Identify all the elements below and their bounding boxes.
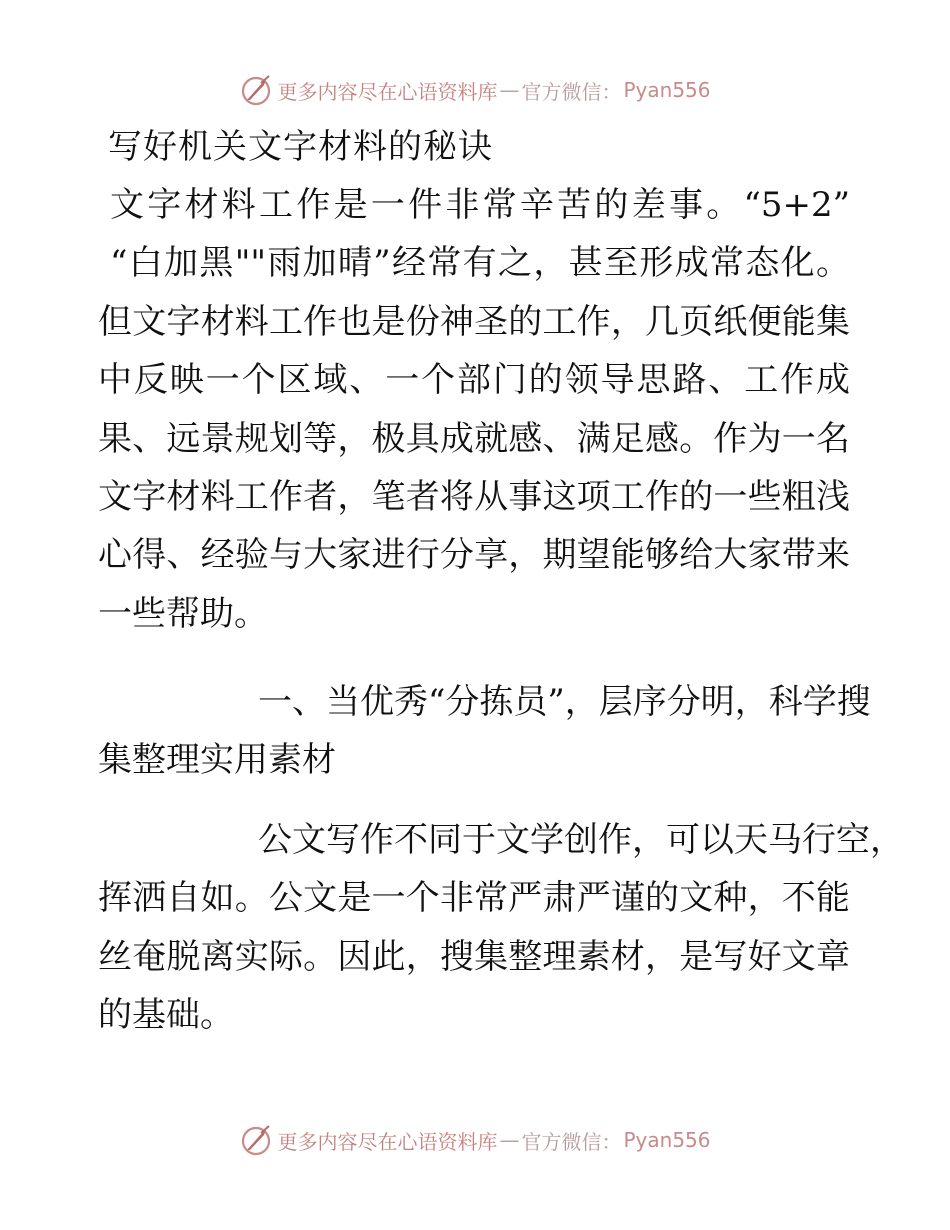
section-heading-1 xyxy=(98,673,871,790)
paragraph-line: 文字材料工作是一件非常辛苦的差事。“5+2” xyxy=(110,185,850,225)
paragraph-line: 文字材料工作者，笔者将从事这项工作的一些粗浅 xyxy=(98,477,850,518)
paragraph-materials xyxy=(98,811,904,1045)
paragraph-line: “白加黑""雨加晴”经常有之，甚至形成常态化。 xyxy=(110,243,850,284)
watermark-wechat-label: 官方微信： xyxy=(521,79,622,104)
paragraph-line: 果、远景规划等，极具成就感、满足感。作为一名 xyxy=(98,418,850,459)
paragraph-line: 的基础。 xyxy=(98,995,234,1036)
paragraph-line: 中反映一个区域、一个部门的领导思路、工作成 xyxy=(98,360,850,401)
heading-line: 集整理实用素材 xyxy=(98,740,336,781)
quill-pen-logo-icon xyxy=(239,1123,273,1157)
footer-watermark xyxy=(0,1120,950,1160)
paragraph-intro xyxy=(98,176,850,643)
watermark-text: 更多内容尽在心语资料库 xyxy=(277,1129,498,1154)
paragraph-line: 丝奄脱离实际。因此，搜集整理素材，是写好文章 xyxy=(98,936,850,977)
watermark-wechat-id: Pyan556 xyxy=(623,1128,711,1152)
paragraph-line: 挥洒自如。公文是一个非常严肃严谨的文种，不能 xyxy=(98,878,850,919)
watermark-wechat-label: 官方微信： xyxy=(521,1129,622,1154)
paragraph-line: 心得、经验与大家进行分享，期望能够给大家带来 xyxy=(98,535,850,576)
document-title: 写好机关文字材料的秘诀 xyxy=(108,127,493,167)
paragraph-line: 但文字材料工作也是份神圣的工作，几页纸便能集 xyxy=(98,301,850,342)
paragraph-line: 公文写作不同于文学创作，可以天马行空， xyxy=(258,820,904,860)
watermark-wechat-id: Pyan556 xyxy=(623,78,711,102)
watermark-text: 更多内容尽在心语资料库 xyxy=(277,79,498,104)
watermark-separator: — xyxy=(499,78,520,102)
heading-line: 一、当优秀“分拣员”，层序分明，科学搜 xyxy=(258,682,871,722)
quill-pen-logo-icon xyxy=(239,73,273,107)
watermark-separator: — xyxy=(499,1128,520,1152)
paragraph-line: 一些帮助。 xyxy=(98,593,268,634)
header-watermark xyxy=(0,70,950,110)
